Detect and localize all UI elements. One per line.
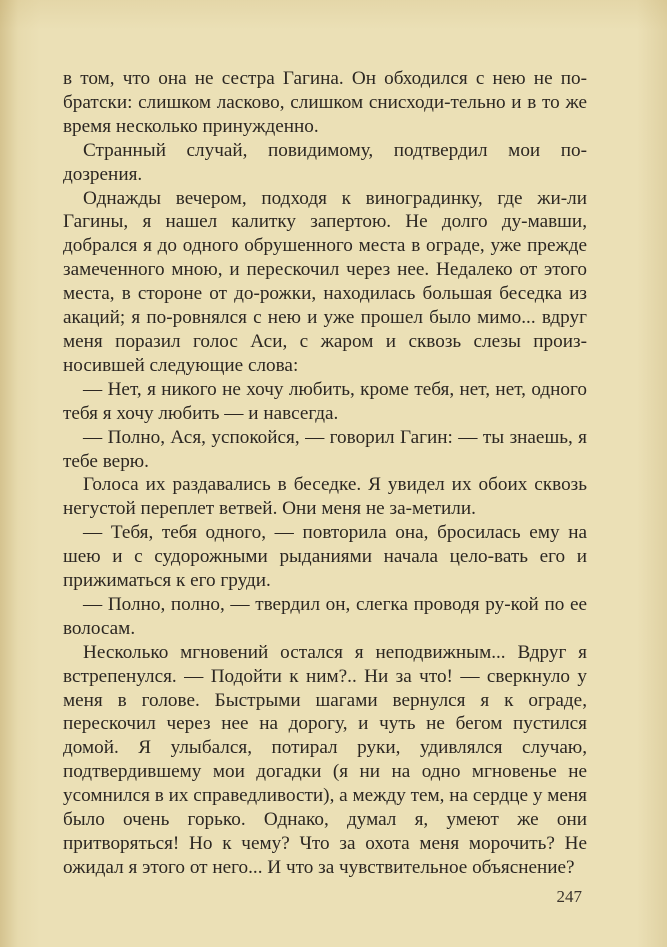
body-text bbox=[63, 67, 587, 880]
paragraph-2: Странный случай, повидимому, подтвердил мои по-дозрения. bbox=[63, 139, 587, 185]
page-number: 247 bbox=[556, 887, 582, 906]
paragraph-6: Голоса их раздавались в беседке. Я увидел их обоих сквозь негустой переплет ветвей. Они меня не за-метили. bbox=[63, 474, 587, 520]
paragraph-4: — Нет, я никого не хочу любить, кроме тебя, нет, нет, одного тебя я хочу любить — и навсегда. bbox=[63, 378, 587, 424]
paragraph-1: в том, что она не сестра Гагина. Он обходился с нею не по-братски: слишком ласково, слишком снисходи-тельно и в то же время несколько принужденно. bbox=[63, 68, 587, 137]
paragraph-5: — Полно, Ася, успокойся, — говорил Гагин: — ты знаешь, я тебе верю. bbox=[63, 426, 587, 472]
paragraph-7: — Тебя, тебя одного, — повторила она, бросилась ему на шею и с судорожными рыданиями начала цело-вать его и прижиматься к его груди. bbox=[63, 522, 587, 592]
paragraph-3: Однажды вечером, подходя к виноградинку, где жи-ли Гагины, я нашел калитку запертою. Не долго ду-мавши, добрался я до одного обрушенного места в ограде, уже прежде замеченного мною, и перескочил через нее. Недалеко от этого места, в стороне от до-рожки, находилась большая беседка из акаций; я по-ровнялся с нею и уже прошел было мимо... вдруг меня поразил голос Аси, с жаром и сквозь слезы произ-носившей следующие слова: bbox=[63, 187, 587, 376]
paragraph-9: Несколько мгновений остался я неподвижным... Вдруг я встрепенулся. — Подойти к ним?.. Ни за что! — сверкнуло у меня в голове. Быстрыми шагами вернулся я к ограде, перескочил через нее на дорогу, и чуть не бегом пустился домой. Я улыбался, потирал руки, удивлялся случаю, подтвердившему мои догадки (я ни на одно мгновенье не усомнился в их справедливости), а между тем, на сердце у меня было очень горько. Однако, думал я, умеют же они притворяться! Но к чему? Что за охота меня морочить? Не ожидал я этого от него... И что за чувствительное объяснение? bbox=[63, 641, 587, 878]
paragraph-8: — Полно, полно, — твердил он, слегка проводя ру-кой по ее волосам. bbox=[63, 593, 587, 639]
